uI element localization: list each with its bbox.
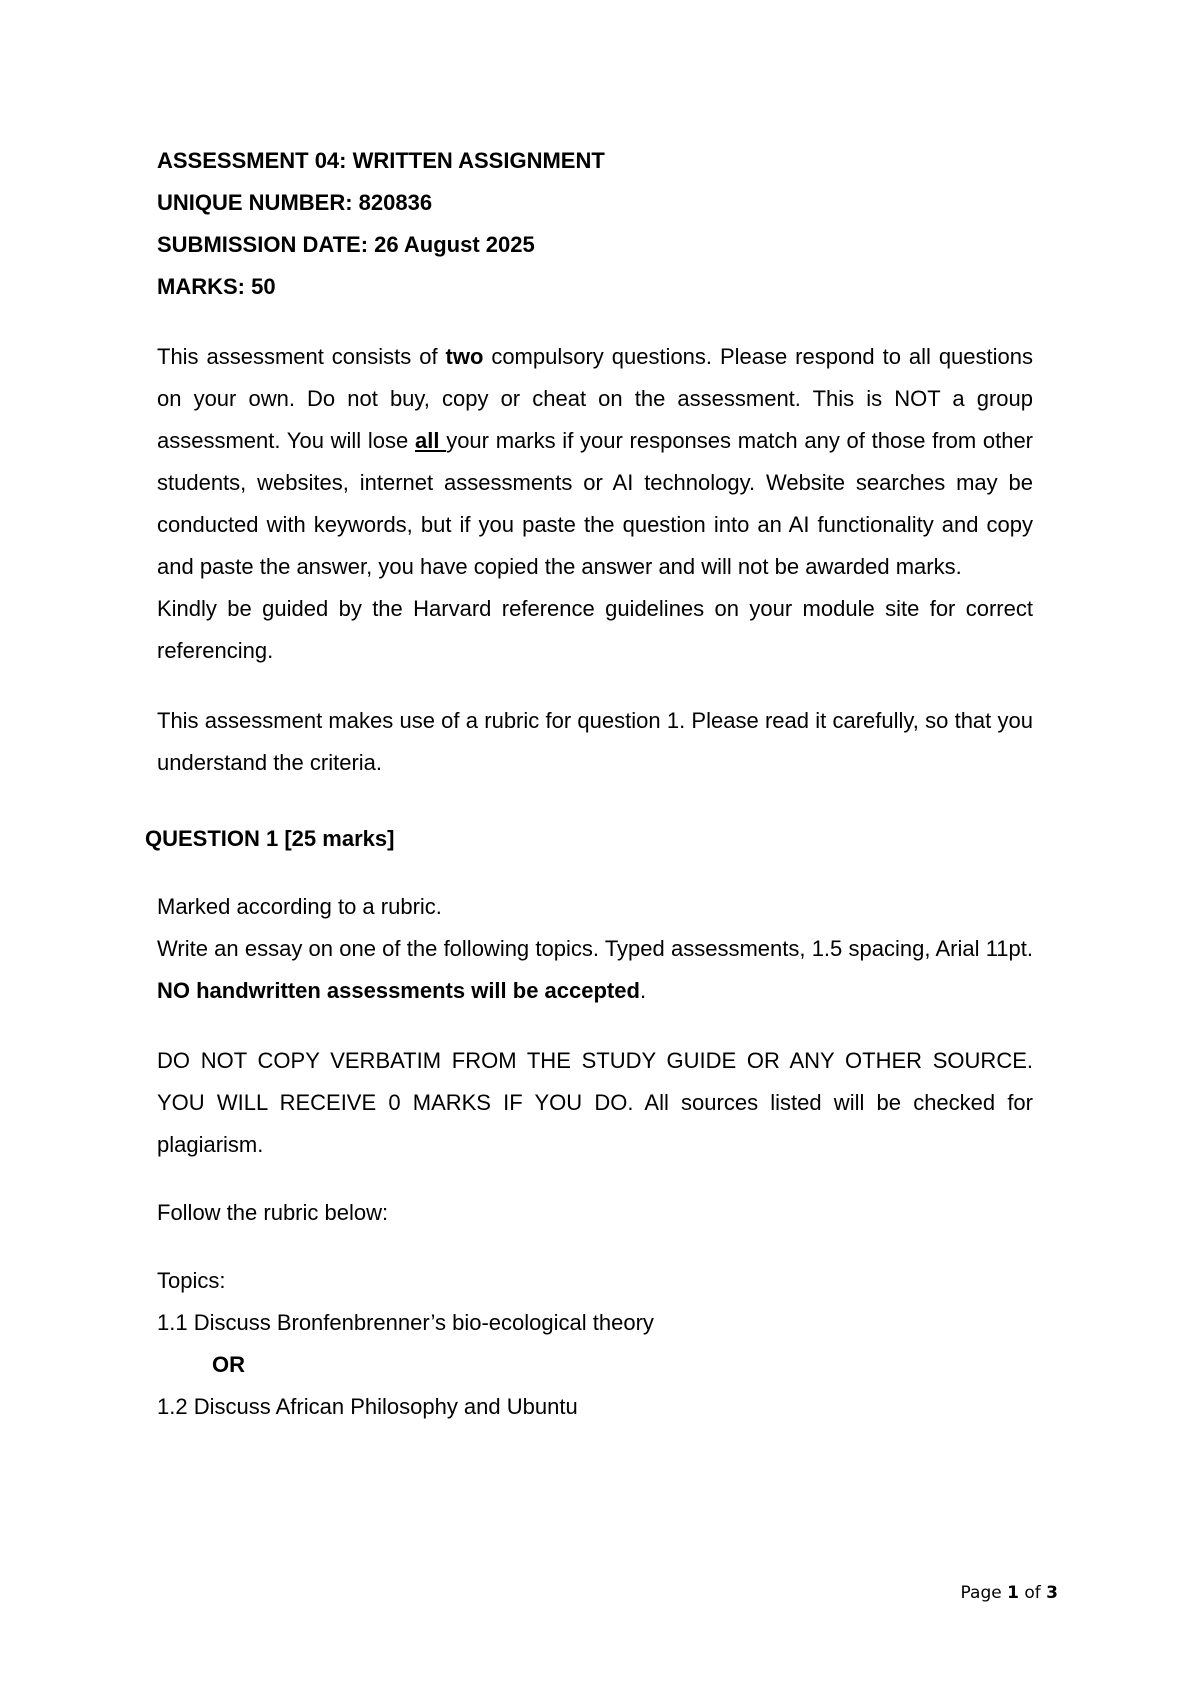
question-1-title: QUESTION 1 [25 marks] xyxy=(145,826,395,851)
intro-text-a: This assessment consists of xyxy=(157,344,446,369)
marked-rubric-line: Marked according to a rubric. xyxy=(157,894,442,919)
page-total: 3 xyxy=(1046,1583,1058,1603)
unique-number: UNIQUE NUMBER: 820836 xyxy=(157,190,433,215)
instruction-text: Write an essay on one of the following topics. Typed assessments, 1.5 spacing, Arial 11pt. xyxy=(157,936,1033,961)
page-number: 1 xyxy=(1007,1583,1019,1603)
assessment-title: ASSESSMENT 04: WRITTEN ASSIGNMENT xyxy=(157,148,605,173)
intro-bold-two: two xyxy=(445,344,484,369)
referencing-paragraph: Kindly be guided by the Harvard reference guidelines on your module site for correct referencing. xyxy=(157,596,1033,663)
instruction-bold: NO handwritten assessments will be accepted xyxy=(157,978,640,1003)
page-footer xyxy=(961,1583,1058,1603)
rubric-paragraph: This assessment makes use of a rubric for question 1. Please read it carefully, so that you understand the criteria. xyxy=(157,708,1033,775)
topic-or: OR xyxy=(212,1352,245,1377)
follow-rubric-line: Follow the rubric below: xyxy=(157,1200,389,1225)
page-word: Page xyxy=(960,1583,1008,1603)
essay-instruction xyxy=(157,928,1033,1012)
intro-text-b: compulsory questions. Please respond to all questions on your own. Do not buy, copy or cheat on the assessment. This is NOT a group assessment. You will lose xyxy=(157,344,1033,453)
topic-1: 1.1 Discuss Bronfenbrenner’s bio-ecological theory xyxy=(157,1310,654,1335)
intro-text-c: your marks if your responses match any of those from other students, websites, internet assessments or AI technology. Website searches may be conducted with keywords, but if you paste the question into an AI functionality and copy and paste the answer, you have copied the answer and will not be awarded marks. xyxy=(157,428,1034,579)
submission-date: SUBMISSION DATE: 26 August 2025 xyxy=(157,232,535,257)
intro-underline-all: all xyxy=(415,428,447,453)
topic-2: 1.2 Discuss African Philosophy and Ubuntu xyxy=(157,1394,578,1419)
topics-label: Topics: xyxy=(157,1268,226,1293)
plagiarism-warning: DO NOT COPY VERBATIM FROM THE STUDY GUIDE OR ANY OTHER SOURCE. YOU WILL RECEIVE 0 MARKS IF YOU DO. All sources listed will be checked for plagiarism. xyxy=(157,1048,1033,1157)
intro-paragraph xyxy=(157,336,1033,588)
marks-total: MARKS: 50 xyxy=(157,274,276,299)
instruction-end: . xyxy=(639,978,647,1003)
page-content xyxy=(145,140,1034,1428)
of-word: of xyxy=(1018,1583,1047,1603)
